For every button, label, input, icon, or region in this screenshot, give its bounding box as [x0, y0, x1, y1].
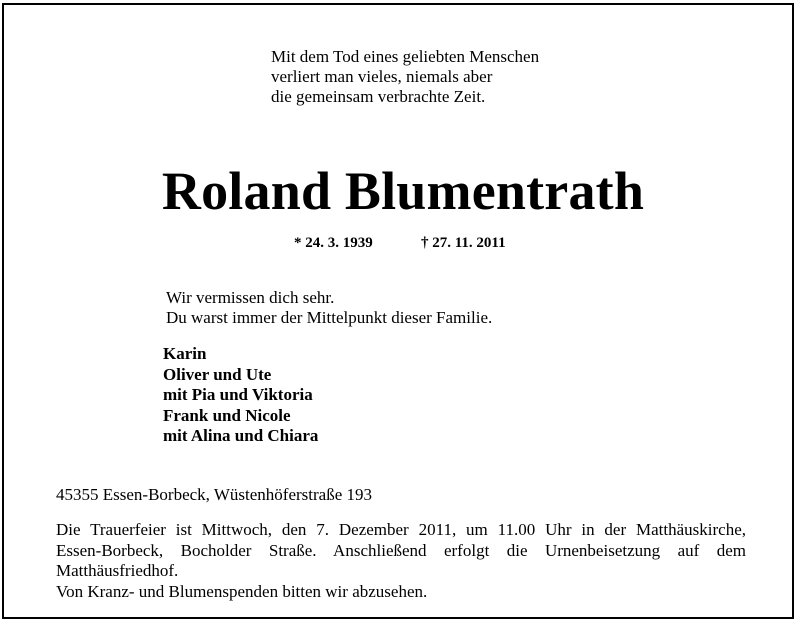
family-address: 45355 Essen-Borbeck, Wüstenhöferstraße 193	[56, 485, 372, 504]
message-line: Du warst immer der Mittelpunkt dieser Familie.	[166, 308, 493, 327]
funeral-line: Matthäusfriedhof.	[56, 561, 179, 580]
death-date: † 27. 11. 2011	[421, 235, 506, 251]
birth-date: * 24. 3. 1939	[294, 235, 373, 251]
mourners-list	[163, 344, 318, 447]
funeral-line: Essen-Borbeck, Bocholder Straße. Anschließend erfolgt die Urnenbeisetzung auf dem	[56, 540, 746, 560]
mourner-name: Oliver und Ute	[163, 364, 272, 384]
motto-line: Mit dem Tod eines geliebten Menschen	[271, 47, 540, 66]
funeral-line: Von Kranz- und Blumenspenden bitten wir abzusehen.	[56, 581, 428, 601]
deceased-name: Roland Blumentrath	[161, 161, 645, 221]
motto-quote	[271, 47, 539, 107]
motto-line: verliert man vieles, niemals aber	[271, 67, 493, 86]
mourner-name: Karin	[163, 344, 207, 363]
funeral-notice	[56, 520, 746, 602]
mourner-name: mit Alina und Chiara	[163, 426, 319, 445]
funeral-line: Die Trauerfeier ist Mittwoch, den 7. Dezember 2011, um 11.00 Uhr in der Matthäuskirche,	[56, 520, 746, 539]
message-line: Wir vermissen dich sehr.	[166, 288, 335, 307]
mourner-name: Frank und Nicole	[163, 405, 291, 425]
personal-message	[166, 288, 492, 328]
motto-line: die gemeinsam verbrachte Zeit.	[271, 87, 486, 106]
mourner-name: mit Pia und Viktoria	[163, 385, 313, 404]
